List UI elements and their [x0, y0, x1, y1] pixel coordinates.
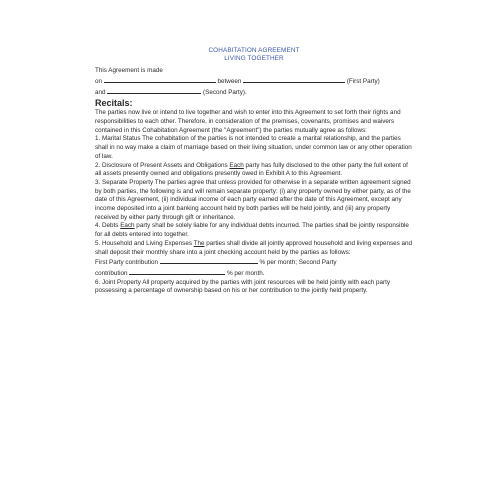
between-label: between [217, 77, 242, 85]
item4-each: Each [120, 222, 135, 230]
first-party-contribution-label: First Party contribution [95, 259, 158, 267]
and-label: and [95, 88, 106, 96]
item5-text-a: 5. Household and Living Expenses [95, 239, 194, 247]
item5-text-b: parties shall divide all jointly approved household and living expenses and shall deposit their monthly share into a joint checking account held by the parties as follows: [95, 239, 413, 256]
item4-text-a: 4. Debts [95, 222, 121, 230]
recitals-heading: Recitals: [95, 98, 133, 109]
second-party-label: (Second Party). [203, 88, 247, 96]
on-label: on [95, 77, 103, 85]
item-marital-status: 1. Marital Status The cohabitation of the parties is not intended to create a marital relationship, and the parties shall in no way make a claim of marriage based on their living situation, under common law or any other operation of law. [95, 135, 412, 160]
item5-the: The [193, 239, 205, 247]
intro-line: This Agreement is made [95, 67, 163, 75]
agreement-body [95, 47, 413, 296]
first-party-contribution-line [95, 257, 413, 268]
first-party-label: (First Party) [346, 77, 380, 85]
contribution-label: contribution [95, 269, 128, 277]
second-party-percent-blank [129, 268, 225, 275]
per-month-second-label: % per month; Second Party [259, 259, 337, 267]
item-separate-property: 3. Separate Property The parties agree that unless provided for otherwise in a separate written agreement signed by both parties, the following is and will remain separate property: (i) any property owned by either party, as of the date of this Agreement, (ii) individual income of each party earned after the date of this Agreement, except any income deposited into a joint banking account held by both parties will be held jointly, and (iii) any property received by either party through gift or inheritance. [95, 178, 411, 221]
title-line-1: COHABITATION AGREEMENT [208, 47, 300, 54]
item2-text-b: party has fully disclosed to the other party the full extent of all assets presently owned and obligations presently owed in Exhibit A to this Agreement. [95, 161, 408, 178]
first-party-blank [243, 76, 345, 83]
recitals-paragraph: The parties now live or intend to live together and wish to enter into this Agreement to set forth their rights and responsibilities to each other. Therefore, in consideration of the premises, covenants, promises and waivers contained in this Cohabitation Agreement (the "Agreement") the parties mutually agree as follows: [95, 109, 401, 134]
second-party-blank [107, 87, 201, 94]
first-party-percent-blank [160, 257, 258, 264]
item4-text-b: party shall be solely liable for any individual debts incurred. The parties shall be jointly responsible for all debts entered into together. [95, 222, 409, 239]
item2-text-a: 2. Disclosure of Present Assets and Obligations [95, 161, 230, 169]
second-party-contribution-line [95, 268, 413, 279]
item-household-expenses [95, 240, 413, 257]
title-line-2: LIVING TOGETHER [224, 54, 284, 62]
item-joint-property: 6. Joint Property All property acquired by the parties with joint resources will be held jointly with each party possessing a percentage of ownership based on his or her contribution to the jointly held property. [95, 278, 391, 295]
document-title [95, 47, 413, 62]
second-party-line [95, 87, 413, 98]
item-debts [95, 222, 413, 239]
per-month-label: % per month. [227, 269, 265, 277]
item-disclosure [95, 162, 413, 179]
date-parties-line [95, 76, 413, 87]
item2-each: Each [229, 161, 244, 169]
date-blank [104, 76, 216, 83]
